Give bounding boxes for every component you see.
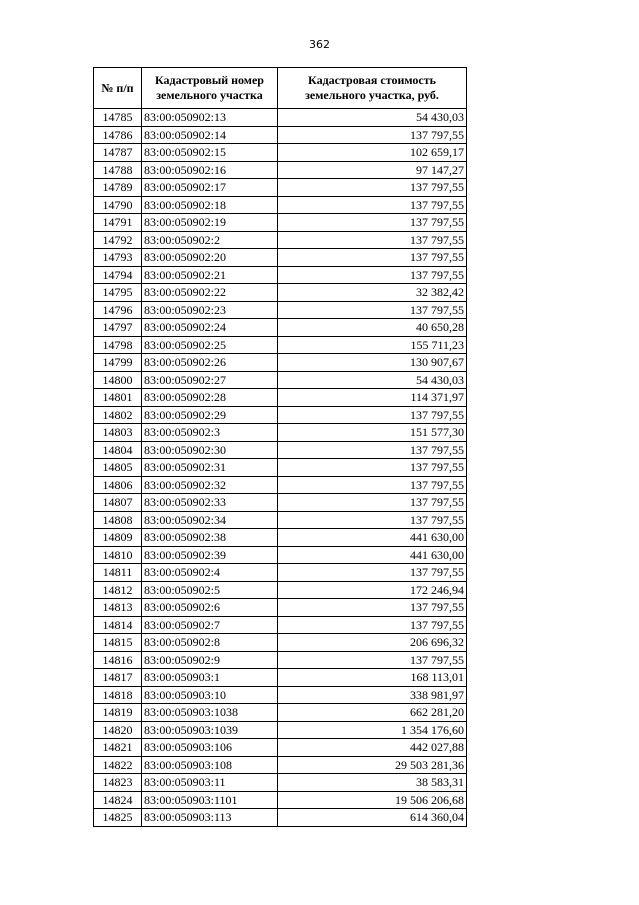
row-number: 14795: [94, 284, 142, 302]
cadastral-number: 83:00:050902:38: [142, 529, 278, 547]
row-number: 14806: [94, 476, 142, 494]
cadastral-number: 83:00:050902:14: [142, 126, 278, 144]
cadastral-value: 441 630,00: [278, 529, 467, 547]
cadastral-value: 137 797,55: [278, 231, 467, 249]
cadastral-value: 137 797,55: [278, 651, 467, 669]
row-number: 14798: [94, 336, 142, 354]
table-body: [94, 109, 467, 827]
cadastral-number: 83:00:050902:19: [142, 214, 278, 232]
table-row: [94, 494, 467, 512]
table-row: [94, 476, 467, 494]
cadastral-value: 137 797,55: [278, 476, 467, 494]
table-row: [94, 634, 467, 652]
row-number: 14821: [94, 739, 142, 757]
row-number: 14802: [94, 406, 142, 424]
table-row: [94, 756, 467, 774]
row-number: 14800: [94, 371, 142, 389]
row-number: 14819: [94, 704, 142, 722]
cadastral-value: 614 360,04: [278, 809, 467, 827]
cadastral-number: 83:00:050902:9: [142, 651, 278, 669]
cadastral-number: 83:00:050902:16: [142, 161, 278, 179]
table-row: [94, 354, 467, 372]
cadastral-number: 83:00:050902:6: [142, 599, 278, 617]
cadastral-value: 137 797,55: [278, 179, 467, 197]
table-row: [94, 231, 467, 249]
cadastral-number: 83:00:050902:32: [142, 476, 278, 494]
cadastral-number: 83:00:050902:27: [142, 371, 278, 389]
cadastral-value: 38 583,31: [278, 774, 467, 792]
cadastral-value: 137 797,55: [278, 406, 467, 424]
table-row: [94, 669, 467, 687]
row-number: 14817: [94, 669, 142, 687]
cadastral-number: 83:00:050902:30: [142, 441, 278, 459]
cadastral-value: 151 577,30: [278, 424, 467, 442]
table-row: [94, 214, 467, 232]
table-row: [94, 249, 467, 267]
cadastral-value: 662 281,20: [278, 704, 467, 722]
row-number: 14791: [94, 214, 142, 232]
cadastral-number: 83:00:050903:1038: [142, 704, 278, 722]
cadastral-value: 137 797,55: [278, 494, 467, 512]
row-number: 14796: [94, 301, 142, 319]
table-row: [94, 546, 467, 564]
cadastral-value: 130 907,67: [278, 354, 467, 372]
cadastral-table: [93, 67, 467, 827]
cadastral-value: 29 503 281,36: [278, 756, 467, 774]
row-number: 14793: [94, 249, 142, 267]
table-row: [94, 739, 467, 757]
table-row: [94, 196, 467, 214]
cadastral-number: 83:00:050902:20: [142, 249, 278, 267]
cadastral-number: 83:00:050902:5: [142, 581, 278, 599]
cadastral-number: 83:00:050902:28: [142, 389, 278, 407]
cadastral-number: 83:00:050902:23: [142, 301, 278, 319]
cadastral-number: 83:00:050902:13: [142, 109, 278, 127]
cadastral-number: 83:00:050902:21: [142, 266, 278, 284]
cadastral-value: 54 430,03: [278, 109, 467, 127]
cadastral-value: 137 797,55: [278, 441, 467, 459]
row-number: 14799: [94, 354, 142, 372]
cadastral-number: 83:00:050902:25: [142, 336, 278, 354]
row-number: 14814: [94, 616, 142, 634]
table-row: [94, 161, 467, 179]
table-row: [94, 371, 467, 389]
cadastral-value: 1 354 176,60: [278, 721, 467, 739]
table-row: [94, 774, 467, 792]
table-row: [94, 319, 467, 337]
row-number: 14818: [94, 686, 142, 704]
table-row: [94, 441, 467, 459]
row-number: 14786: [94, 126, 142, 144]
cadastral-number: 83:00:050902:2: [142, 231, 278, 249]
cadastral-number: 83:00:050903:113: [142, 809, 278, 827]
row-number: 14807: [94, 494, 142, 512]
row-number: 14824: [94, 791, 142, 809]
cadastral-number: 83:00:050902:39: [142, 546, 278, 564]
cadastral-value: 114 371,97: [278, 389, 467, 407]
cadastral-number: 83:00:050902:26: [142, 354, 278, 372]
row-number: 14803: [94, 424, 142, 442]
header-num: № п/п: [94, 68, 142, 109]
cadastral-value: 137 797,55: [278, 511, 467, 529]
table-row: [94, 406, 467, 424]
cadastral-number: 83:00:050903:1039: [142, 721, 278, 739]
table-row: [94, 651, 467, 669]
table-row: [94, 529, 467, 547]
cadastral-value: 155 711,23: [278, 336, 467, 354]
table-row: [94, 616, 467, 634]
row-number: 14785: [94, 109, 142, 127]
row-number: 14787: [94, 144, 142, 162]
cadastral-number: 83:00:050903:1: [142, 669, 278, 687]
cadastral-number: 83:00:050903:10: [142, 686, 278, 704]
cadastral-value: 206 696,32: [278, 634, 467, 652]
cadastral-value: 137 797,55: [278, 214, 467, 232]
row-number: 14820: [94, 721, 142, 739]
row-number: 14801: [94, 389, 142, 407]
table-row: [94, 791, 467, 809]
table-row: [94, 109, 467, 127]
row-number: 14805: [94, 459, 142, 477]
cadastral-number: 83:00:050902:7: [142, 616, 278, 634]
cadastral-number: 83:00:050902:18: [142, 196, 278, 214]
cadastral-number: 83:00:050902:17: [142, 179, 278, 197]
cadastral-value: 137 797,55: [278, 564, 467, 582]
table-row: [94, 721, 467, 739]
row-number: 14797: [94, 319, 142, 337]
row-number: 14808: [94, 511, 142, 529]
cadastral-value: 137 797,55: [278, 126, 467, 144]
table-row: [94, 126, 467, 144]
row-number: 14816: [94, 651, 142, 669]
cadastral-value: 102 659,17: [278, 144, 467, 162]
cadastral-number: 83:00:050902:24: [142, 319, 278, 337]
cadastral-number: 83:00:050902:15: [142, 144, 278, 162]
cadastral-value: 137 797,55: [278, 196, 467, 214]
cadastral-number: 83:00:050902:29: [142, 406, 278, 424]
cadastral-value: 54 430,03: [278, 371, 467, 389]
table-row: [94, 301, 467, 319]
row-number: 14815: [94, 634, 142, 652]
cadastral-number: 83:00:050902:31: [142, 459, 278, 477]
row-number: 14788: [94, 161, 142, 179]
table-row: [94, 704, 467, 722]
table-header-row: [94, 68, 467, 109]
cadastral-number: 83:00:050902:4: [142, 564, 278, 582]
table-row: [94, 144, 467, 162]
cadastral-value: 137 797,55: [278, 459, 467, 477]
cadastral-number: 83:00:050903:106: [142, 739, 278, 757]
table-row: [94, 266, 467, 284]
cadastral-value: 40 650,28: [278, 319, 467, 337]
header-cadastral-number: Кадастровый номер земельного участка: [142, 68, 278, 109]
cadastral-number: 83:00:050903:108: [142, 756, 278, 774]
row-number: 14809: [94, 529, 142, 547]
cadastral-value: 137 797,55: [278, 249, 467, 267]
row-number: 14813: [94, 599, 142, 617]
cadastral-value: 137 797,55: [278, 266, 467, 284]
cadastral-value: 172 246,94: [278, 581, 467, 599]
row-number: 14823: [94, 774, 142, 792]
table-row: [94, 459, 467, 477]
table-row: [94, 424, 467, 442]
row-number: 14794: [94, 266, 142, 284]
cadastral-number: 83:00:050902:22: [142, 284, 278, 302]
row-number: 14789: [94, 179, 142, 197]
row-number: 14804: [94, 441, 142, 459]
cadastral-number: 83:00:050902:8: [142, 634, 278, 652]
cadastral-value: 137 797,55: [278, 301, 467, 319]
cadastral-number: 83:00:050902:34: [142, 511, 278, 529]
row-number: 14810: [94, 546, 142, 564]
cadastral-number: 83:00:050902:33: [142, 494, 278, 512]
cadastral-value: 442 027,88: [278, 739, 467, 757]
table-row: [94, 179, 467, 197]
cadastral-value: 168 113,01: [278, 669, 467, 687]
cadastral-value: 19 506 206,68: [278, 791, 467, 809]
table-row: [94, 686, 467, 704]
header-cadastral-value: Кадастровая стоимость земельного участка, руб.: [278, 68, 467, 109]
row-number: 14790: [94, 196, 142, 214]
table-row: [94, 389, 467, 407]
table-row: [94, 581, 467, 599]
cadastral-value: 137 797,55: [278, 599, 467, 617]
table-row: [94, 809, 467, 827]
cadastral-value: 97 147,27: [278, 161, 467, 179]
cadastral-value: 338 981,97: [278, 686, 467, 704]
table-row: [94, 511, 467, 529]
cadastral-number: 83:00:050903:11: [142, 774, 278, 792]
table-row: [94, 284, 467, 302]
page-number: 362: [309, 38, 330, 51]
row-number: 14811: [94, 564, 142, 582]
row-number: 14825: [94, 809, 142, 827]
cadastral-number: 83:00:050903:1101: [142, 791, 278, 809]
cadastral-value: 137 797,55: [278, 616, 467, 634]
table-row: [94, 336, 467, 354]
cadastral-value: 441 630,00: [278, 546, 467, 564]
row-number: 14812: [94, 581, 142, 599]
cadastral-number: 83:00:050902:3: [142, 424, 278, 442]
row-number: 14792: [94, 231, 142, 249]
table-row: [94, 599, 467, 617]
table-row: [94, 564, 467, 582]
cadastral-value: 32 382,42: [278, 284, 467, 302]
row-number: 14822: [94, 756, 142, 774]
